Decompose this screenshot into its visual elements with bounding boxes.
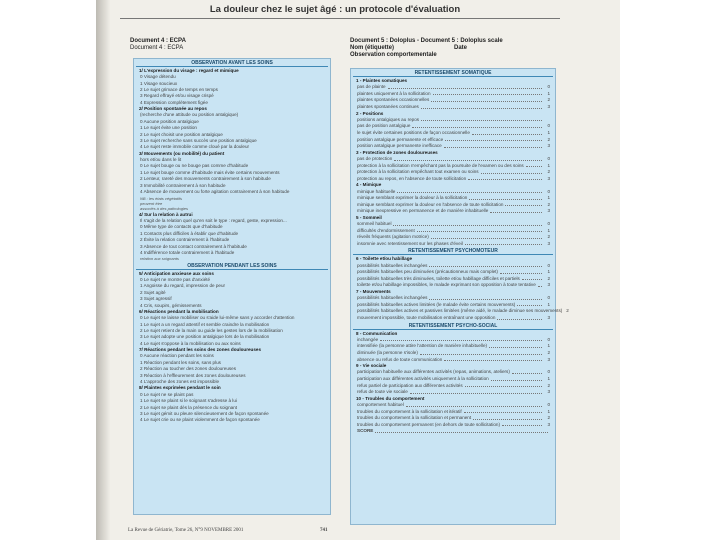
score-row: [351, 143, 555, 150]
row-score: 0: [547, 295, 550, 301]
item-option: 0 Aucune position antalgique: [140, 118, 199, 124]
row-score: 2: [547, 201, 550, 207]
item-option: 4 Expression complètement figée: [140, 99, 208, 105]
score-row: [351, 169, 555, 176]
left-doc-title: [130, 38, 186, 52]
row-label: participation aux différentes activités uniquement à la sollicitation: [357, 376, 489, 382]
score-row: [351, 409, 555, 416]
score-row: [351, 176, 555, 183]
item-title: 5 - Sommeil: [356, 214, 382, 220]
book-gutter: [96, 0, 110, 540]
score-row: [351, 337, 555, 344]
row-label: troubles du comportement à la sollicitation et permanent: [357, 415, 472, 421]
score-row: [351, 156, 555, 163]
item-option: 4 L'approche des zones est impossible: [140, 379, 220, 385]
row-score: 1: [547, 408, 550, 414]
row-score: 2: [566, 308, 569, 314]
dot-leader: [481, 169, 542, 174]
row-score: 2: [547, 169, 550, 175]
item-option: 0 Aucune réaction pendant les soins: [140, 353, 214, 359]
score-row: [351, 195, 555, 202]
score-row: [351, 97, 555, 104]
row-label: possibilités habituelles inchangées: [357, 295, 428, 301]
row-score: 1: [547, 162, 550, 168]
row-label: intensifiée (la personne attire l'attention de manière inhabituelle): [357, 343, 488, 349]
score-row: [351, 189, 555, 196]
row-label: protection à la sollicitation empêchant tout examen ou soins: [357, 169, 479, 175]
dot-leader: [512, 369, 542, 374]
dot-leader: [491, 376, 542, 381]
score-row: [351, 117, 555, 124]
row-label: position antalgique permanente inefficace: [357, 143, 442, 149]
row-score: 3: [547, 143, 550, 149]
row-score: 0: [547, 336, 550, 342]
score-row: [351, 123, 555, 130]
ecpa-scale-box: [133, 58, 331, 515]
row-label: plaintes spontanées continues: [357, 103, 419, 109]
item-option: 3 Immobilité contrairement à son habitude: [140, 182, 226, 188]
dot-leader: [433, 91, 542, 96]
row-score: 1: [547, 90, 550, 96]
dot-leader: [397, 189, 542, 194]
section-heading: OBSERVATION AVANT LES SOINS: [136, 60, 328, 67]
header-rule: [120, 18, 560, 19]
score-row: [351, 104, 555, 111]
score-row: [351, 350, 555, 357]
item-option: 2 Le sujet grimace de temps en temps: [140, 87, 218, 93]
row-label: le sujet évite certaines positions de façon occasionnelle: [357, 129, 470, 135]
item-option: 4 Cris, soupirs, gémissements: [140, 302, 202, 308]
item-option: 3 Absence de tout contact contrairement à l'habitude: [140, 243, 247, 249]
dot-leader: [375, 428, 548, 433]
item-option: 3 Le sujet recherche sans succès une position antalgique: [140, 138, 257, 144]
row-score: 2: [547, 350, 550, 356]
dot-leader: [469, 195, 542, 200]
row-label: possibilités habituelles actives limitées (le malade évite certains mouvements): [357, 301, 516, 307]
score-label: SCORE: [357, 428, 374, 434]
item-title: 8/ Plaintes exprimées pendant le soin: [139, 385, 221, 391]
dot-leader: [417, 228, 542, 233]
item-title: 4 - Mimique: [356, 182, 382, 188]
dot-leader: [465, 383, 542, 388]
row-score: 0: [547, 155, 550, 161]
score-total-row: [351, 428, 555, 435]
page-header: La douleur chez le sujet âgé : un protocole d'évaluation: [209, 4, 461, 15]
row-score: 1: [547, 343, 550, 349]
row-label: troubles du comportement à la sollicitation et itératif: [357, 408, 462, 414]
section-heading: RETENTISSEMENT PSYCHO-SOCIAL: [353, 323, 553, 330]
row-score: 0: [547, 369, 550, 375]
row-label: participation habituelle aux différentes activités (repas, animations, ateliers): [357, 369, 510, 375]
dot-leader: [497, 315, 542, 320]
dot-leader: [489, 343, 542, 348]
item-option: 1 Angoisse du regard, impression de peur: [140, 283, 226, 289]
dot-leader: [538, 282, 542, 287]
score-row: [351, 315, 555, 322]
dot-leader: [420, 350, 542, 355]
score-row: [351, 357, 555, 364]
score-row: [351, 369, 555, 376]
score-row: [351, 263, 555, 270]
item-option: 3 Sujet agressif: [140, 296, 172, 302]
right-title-1: Document 5 : Doloplus - Document 5 : Doloplus scale: [350, 38, 503, 44]
score-row: [351, 376, 555, 383]
row-score: 3: [547, 208, 550, 214]
left-title-1: Document 4 : ECPA: [130, 38, 186, 44]
score-row: [351, 402, 555, 409]
row-label: possibilités habituelles très diminuées, toilette et/ou habillage difficiles et partiels: [357, 275, 520, 281]
item-option: 0 Le sujet bouge ou ne bouge pas comme d'habitude: [140, 163, 249, 169]
item-option: 2 Le sujet se plaint dès la présence du soignant: [140, 404, 238, 410]
row-label: possibilités habituelles actives et passives limitées (même aidé, le malade diminue ses mouvements): [357, 308, 563, 314]
score-row: [351, 295, 555, 302]
row-label: mouvement impossible, toute mobilisation entraînant une opposition: [357, 315, 496, 321]
score-row: [351, 415, 555, 422]
score-row: [351, 308, 569, 315]
row-score: 3: [547, 240, 550, 246]
item-option: 1 Le sujet bouge comme d'habitude mais évite certains mouvements: [140, 169, 280, 175]
item-note: relation aux soignants: [140, 256, 179, 262]
row-label: refus de toute vie sociale: [357, 389, 408, 395]
item-option: 0 Même type de contacts que d'habitude: [140, 224, 223, 230]
dot-leader: [522, 276, 542, 281]
score-row: [351, 91, 555, 98]
dot-leader: [421, 117, 542, 122]
score-row: [351, 269, 555, 276]
score-row: [351, 282, 555, 289]
row-label: pas de protection: [357, 155, 393, 161]
row-score: 1: [547, 129, 550, 135]
row-score: 2: [547, 97, 550, 103]
row-score: 2: [547, 415, 550, 421]
score-row: [351, 84, 555, 91]
dot-leader: [500, 269, 542, 274]
item-title: 3/ Mouvements (ou mobilité) du patient: [139, 150, 225, 156]
score-row: [351, 383, 555, 390]
row-score: 3: [547, 282, 550, 288]
row-score: 2: [547, 234, 550, 240]
item-option: 1 Le sujet évite une position: [140, 125, 197, 131]
row-label: sommeil habituel: [357, 221, 392, 227]
item-option: 1 Le sujet a un regard attentif et semble craindre la mobilisation: [140, 321, 270, 327]
row-score: 3: [547, 315, 550, 321]
row-label: position antalgique permanente et efficace: [357, 136, 444, 142]
item-option: hors et/ou dans le lit: [140, 157, 182, 163]
item-option: 1 Contacts plus difficiles à établir que d'habitude: [140, 230, 239, 236]
row-label: absence ou refus de toute communication: [357, 356, 443, 362]
row-label: protection au repos, en l'absence de toute sollicitation: [357, 175, 467, 181]
row-label: mimique semblant exprimer la douleur à la sollicitation: [357, 195, 468, 201]
dot-leader: [472, 130, 542, 135]
right-meta: [350, 45, 550, 52]
row-label: comportement habituel: [357, 402, 404, 407]
row-score: 2: [547, 382, 550, 388]
score-row: [351, 422, 555, 429]
dot-leader: [490, 208, 542, 213]
row-label: inchangée: [357, 336, 379, 342]
row-score: [544, 117, 550, 124]
score-row: [351, 241, 555, 248]
dot-leader: [388, 84, 542, 89]
row-score: 3: [547, 389, 550, 395]
item-title: 7 - Mouvements: [356, 289, 391, 295]
row-score: 2: [547, 136, 550, 142]
row-label: réveils fréquents (agitation motrice): [357, 234, 429, 240]
dot-leader: [421, 104, 542, 109]
dot-leader: [410, 389, 542, 394]
score-row: [351, 208, 555, 215]
row-score: 3: [547, 356, 550, 362]
row-score: 0: [547, 188, 550, 194]
item-option: 3 Le sujet gémit ou pleure silencieusement de façon spontanée: [140, 410, 269, 416]
dot-leader: [393, 221, 542, 226]
row-label: insomnie avec retentissement sur les phases d'éveil: [357, 240, 463, 246]
row-label: mimique inexpressive en permanence et de manière inhabituelle: [357, 208, 489, 214]
score-row: [351, 130, 555, 137]
item-title: 10 - Troubles du comportement: [356, 395, 425, 401]
score-row: [351, 234, 555, 241]
row-score: 2: [547, 275, 550, 281]
item-option: 1 Réaction pendant les soins, sans plus: [140, 359, 221, 365]
item-option: 2 Évite la relation contrairement à l'habitude: [140, 237, 230, 243]
item-option: 4 Le sujet s'oppose à la mobilisation ou aux soins: [140, 340, 241, 346]
item-option: 0 Visage détendu: [140, 74, 176, 80]
row-label: toilette et/ou habillage impossibles, le malade exprimant son opposition à toute tentative: [357, 282, 536, 288]
row-label: possibilités habituelles inchangées: [357, 262, 428, 268]
dot-leader: [502, 422, 542, 427]
score-row: [351, 228, 555, 235]
item-option: 4 Le sujet reste immobile comme cloué par la douleur: [140, 144, 250, 150]
item-option: 1 Visage soucieux: [140, 80, 178, 86]
item-option: 2 Le sujet choisit une position antalgique: [140, 131, 223, 137]
dot-leader: [380, 337, 542, 342]
row-score: 0: [547, 262, 550, 268]
row-label: mimique semblant exprimer la douleur en l'absence de toute sollicitation: [357, 201, 504, 207]
item-option: 0 Le sujet se laisse mobiliser ou s'aide lui-même sans y accorder d'attention: [140, 315, 295, 321]
item-title: 3 - Protection de zones douloureuses: [356, 149, 438, 155]
item-title: 8 - Communication: [356, 330, 398, 336]
item-option: 0 Le sujet ne montre pas d'anxiété: [140, 276, 211, 282]
item-option: 3 Regard effrayé et/ou visage crispé: [140, 93, 214, 99]
row-label: mimique habituelle: [357, 188, 396, 194]
row-score: 1: [547, 269, 550, 275]
row-label: plaintes spontanées occasionnelles: [357, 97, 430, 103]
row-label: pas de plainte: [357, 84, 386, 90]
dot-leader: [412, 123, 542, 128]
dot-leader: [464, 409, 542, 414]
row-score: 3: [547, 175, 550, 181]
item-note: associés à des pathologies: [140, 206, 189, 212]
dot-leader: [468, 176, 542, 181]
row-score: 1: [547, 301, 550, 307]
row-score: 1: [547, 376, 550, 382]
row-score: 0: [547, 221, 550, 227]
row-label: plaintes uniquement à la sollicitation: [357, 90, 431, 96]
row-label: possibilités habituelles peu diminuées (précautionneux mais complet): [357, 269, 498, 275]
item-note: peuvent être: [140, 200, 163, 206]
name-label: Nom (étiquette): [350, 45, 394, 51]
row-label: refus partiel de participation aux différentes activités: [357, 382, 463, 388]
score-row: [351, 276, 555, 283]
row-score: 3: [547, 103, 550, 109]
item-option: 4 Absence de mouvement ou forte agitation contrairement à son habitude: [140, 189, 290, 195]
score-row: [351, 163, 555, 170]
dot-leader: [431, 97, 542, 102]
score-row: [351, 343, 555, 350]
item-option: 1 Le sujet se plaint si le soignant s'adresse à lui: [140, 398, 237, 404]
dot-leader: [505, 202, 542, 207]
item-option: 3 Le sujet adopte une position antalgique lors de la mobilisation: [140, 334, 270, 340]
dot-leader: [465, 241, 542, 246]
section-heading: OBSERVATION PENDANT LES SOINS: [136, 263, 328, 270]
row-label: diminuée (la personne s'isole): [357, 350, 418, 356]
dot-leader: [431, 234, 542, 239]
item-title: 6 - Toilette et/ou habillage: [356, 256, 413, 262]
section-heading: RETENTISSEMENT PSYCHOMOTEUR: [353, 248, 553, 255]
item-option: 4 Le sujet crie ou se plaint violemment de façon spontanée: [140, 417, 260, 423]
item-note: NB : les états végétatifs: [140, 195, 183, 201]
item-option: 4 Indifférence totale contrairement à l'habitude: [140, 249, 235, 255]
dot-leader: [394, 156, 542, 161]
item-option: 3 Réaction à l'effleurement des zones douloureuses: [140, 372, 246, 378]
dot-leader: [444, 357, 542, 362]
item-title: 4/ Sur la relation à autrui: [139, 211, 193, 217]
item-option: 2 Le sujet retient de la main ou guide les gestes lors de la mobilisation: [140, 328, 283, 334]
item-title: 6/ Réactions pendant la mobilisation: [139, 309, 219, 315]
dot-leader: [444, 143, 542, 148]
item-title: 5/ Anticipation anxieuse aux soins: [139, 270, 214, 276]
row-label: pas de position antalgique: [357, 123, 411, 129]
date-label: Date: [454, 45, 468, 51]
right-doc-title: [350, 38, 550, 59]
dot-leader: [517, 302, 542, 307]
dot-leader: [526, 163, 542, 168]
item-title: 7/ Réactions pendant les soins des zones douloureuses: [139, 347, 262, 353]
item-option: (recherche d'une attitude ou position antalgique): [140, 112, 239, 118]
dot-leader: [406, 402, 542, 407]
row-label: difficultés d'endormissement: [357, 227, 415, 233]
item-title: 2/ Position spontanée au repos: [139, 106, 207, 112]
item-title: 9 - Vie sociale: [356, 363, 387, 369]
dot-leader: [429, 263, 542, 268]
item-option: 0 Le sujet ne se plaint pas: [140, 391, 194, 397]
left-title-2: Document 4 : ECPA: [130, 45, 184, 51]
score-row: [351, 137, 555, 144]
row-score: 1: [547, 195, 550, 201]
item-title: 2 - Positions: [356, 110, 384, 116]
item-option: 2 Lenteur, rareté des mouvements contrairement à son habitude: [140, 176, 271, 182]
doloplus-scale-box: [350, 68, 569, 525]
row-score: 0: [547, 402, 550, 407]
section-heading: RETENTISSEMENT SOMATIQUE: [353, 70, 553, 77]
row-label: positions antalgiques au repos: [357, 116, 420, 122]
item-option: Il s'agit de la relation quel qu'en soit le type : regard, geste, expression...: [140, 217, 287, 223]
score-row: [351, 221, 555, 228]
row-score: 0: [547, 123, 550, 129]
row-score: 3: [547, 421, 550, 427]
item-option: 2 Réaction au toucher des zones douloureuses: [140, 366, 237, 372]
row-score: 0: [547, 84, 550, 90]
row-label: protection à la sollicitation n'empêchant pas la poursuite de l'examen ou des soins: [357, 162, 524, 168]
score-row: [351, 202, 555, 209]
observation-label: Observation comportementale: [350, 52, 437, 58]
score-row: [351, 389, 555, 396]
row-score: 1: [547, 227, 550, 233]
item-option: 2 Sujet agité: [140, 289, 166, 295]
page-number: 741: [320, 528, 328, 533]
dot-leader: [473, 415, 542, 420]
row-label: troubles du comportement permanent (en dehors de toute sollicitation): [357, 421, 500, 427]
score-row: [351, 302, 555, 309]
dot-leader: [445, 137, 542, 142]
item-title: 1 - Plaintes somatiques: [356, 78, 408, 83]
dot-leader: [429, 295, 542, 300]
item-title: 1/ L'expression du visage : regard et mimique: [139, 68, 239, 73]
journal-footer: La Revue de Gériatrie, Tome 26, N°9 NOVEMBRE 2001: [128, 528, 244, 533]
